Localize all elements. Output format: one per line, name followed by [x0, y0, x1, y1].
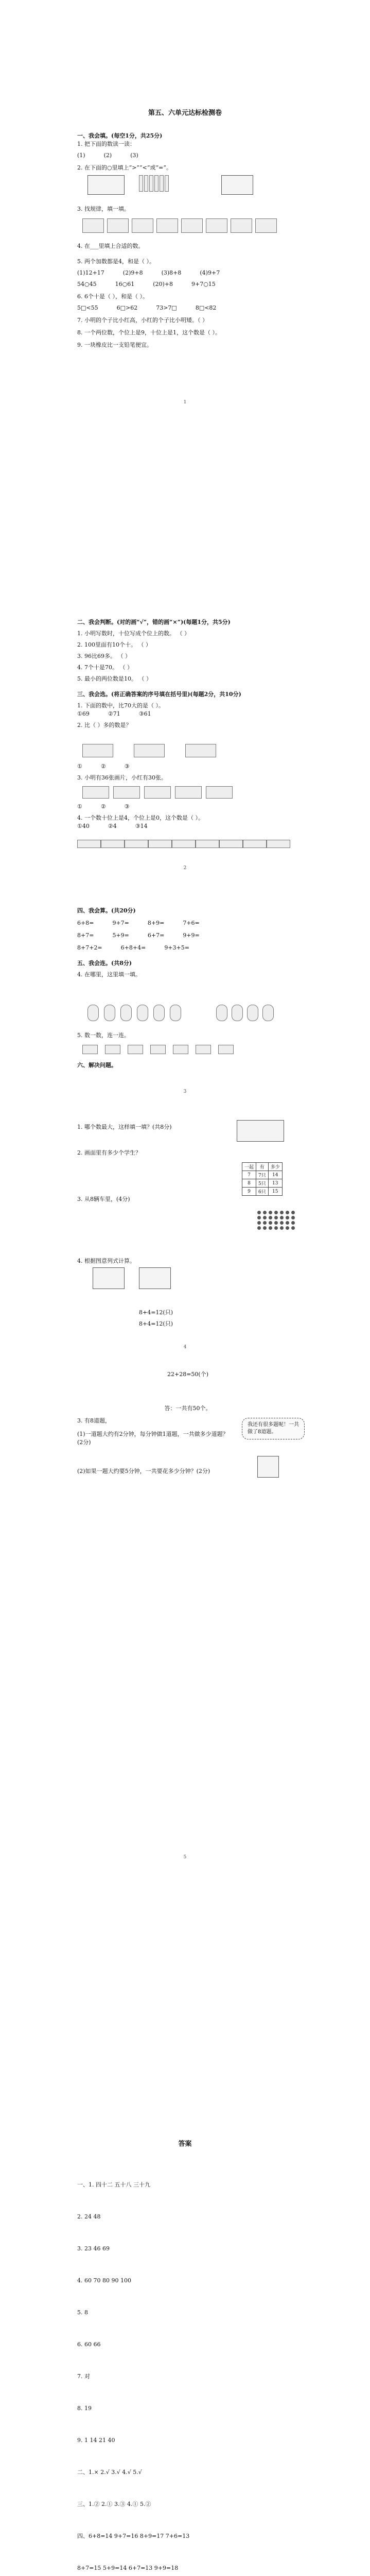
option: ③14: [135, 823, 148, 829]
answer-line: 9. 1 14 21 40: [77, 2437, 115, 2444]
problem-4: 4. 根据图意列式计算。: [77, 1258, 135, 1264]
calc: 7+6=: [183, 920, 200, 926]
calc: 8+9=: [147, 920, 165, 926]
judge-5: 5. 最小的两位数是10。 （ ）: [77, 675, 152, 682]
calc: 9+3+5=: [164, 944, 189, 951]
choice-1: 1. 下面的数中，比70大的是（ ）。: [77, 702, 164, 709]
option: ③61: [138, 710, 151, 717]
page-number: 3: [183, 1089, 187, 1094]
children-illustration: [216, 1005, 274, 1021]
judge-1: 1. 小明写数时，十位写成个位上的数。 （ ）: [77, 630, 190, 637]
table-cell: 13: [268, 1179, 282, 1188]
question-1: 1. 把下面的数读一读：: [77, 141, 135, 147]
expr: (2)9+8: [122, 269, 143, 276]
option: ②: [100, 803, 106, 810]
answers-title: 答案: [178, 2140, 192, 2148]
calc: 8+7=: [77, 932, 94, 939]
expr: 73>7□: [156, 304, 177, 311]
calc: 9+9=: [183, 932, 200, 939]
page-number: 1: [183, 400, 187, 405]
problem-b1: 3. 有8道题，: [77, 1417, 111, 1424]
problem-2: 2. 画面里有多少个学生？: [77, 1149, 141, 1156]
question-3: 3. 找规律，填一填。: [77, 206, 130, 212]
option: ①40: [77, 823, 90, 829]
page-number: 4: [183, 1345, 187, 1350]
question-2: 2. 在下面的○里填上“>”“<”或“=”。: [77, 164, 172, 171]
abacus-illustration: [139, 175, 169, 192]
calc: 9+7=: [112, 920, 129, 926]
dot-array-illustration: [257, 1211, 295, 1230]
expr: (1)12+17: [77, 269, 104, 276]
stick-bundle-illustration: [221, 175, 253, 195]
answer-line: 6. 60 66: [77, 2341, 101, 2348]
option: (3): [130, 152, 138, 159]
answer-line: 一、1. 四十二 五十八 三十九: [77, 2181, 150, 2188]
question-6: 6. 6个十是（ ），和是（ ）。: [77, 293, 148, 300]
choice-2: 2. 比（ ）多的数是？: [77, 722, 132, 728]
table-header: 多少: [268, 1163, 282, 1171]
calc: 5+9=: [112, 932, 129, 939]
question-9: 9. 一块橡皮比一支铅笔便宜。: [77, 342, 152, 348]
formula-2: 8+4=12(只): [139, 1320, 173, 1327]
problem-3: 3. 从8辆车里，(4分): [77, 1196, 130, 1202]
answer-line: 4. 60 70 80 90 100: [77, 2277, 131, 2284]
calc: 8+7+2=: [77, 944, 102, 951]
question-7: 7. 小明的个子比小红高，小红的个子比小明矮。（ ）: [77, 317, 208, 324]
option: ③: [124, 763, 130, 770]
answers-page: [0, 2138, 370, 2576]
table-cell: 14: [268, 1171, 282, 1179]
page-1: [0, 0, 370, 608]
expr: (3)8+8: [161, 269, 182, 276]
problem-b3: (2)如果一题大约要5分钟，一共要花多少分钟？(2分): [77, 1468, 210, 1475]
page-number: 2: [183, 866, 187, 871]
data-table: [242, 1162, 283, 1196]
section-4-heading: 四、我会算。(共20分): [77, 907, 136, 914]
number-strip: [77, 840, 290, 848]
square-row: [82, 1045, 234, 1054]
option: ①: [77, 763, 82, 770]
judge-4: 4. 7个十是70。 （ ）: [77, 664, 133, 671]
judge-3: 3. 96比69多。 （ ）: [77, 653, 131, 659]
table-cell: 9: [242, 1188, 256, 1196]
table-cell: 6只: [256, 1188, 269, 1196]
section-5-heading: 五、我会连。(共8分): [77, 960, 132, 967]
question-dots-2: 5. 数一数，连一连。: [77, 1032, 130, 1039]
question-8: 8. 一个两位数，个位上是9，十位上是1，这个数是（ ）。: [77, 329, 221, 336]
calc: 6+8+4=: [120, 944, 146, 951]
table-header: 一起: [242, 1163, 256, 1171]
table-header: 有: [256, 1163, 269, 1171]
expr: (4)9+7: [200, 269, 220, 276]
expr: 16○61: [115, 281, 135, 287]
answer-line: 3. 23 46 69: [77, 2245, 110, 2252]
people-illustration: [87, 1005, 181, 1021]
table-cell: 8: [242, 1179, 256, 1188]
question-dots: 4. 在哪里，这里填一填。: [77, 971, 141, 978]
block-row: [82, 786, 233, 799]
answers-list: [77, 2159, 298, 2576]
answer-line: 8+7=15 5+9=14 6+7=13 9+9=18: [77, 2565, 179, 2571]
basket-illustration-1: [93, 1267, 125, 1289]
option: (2): [103, 152, 112, 159]
answer-line: 二、1.× 2.√ 3.√ 4.√ 5.√: [77, 2469, 142, 2476]
counting-illustration: [87, 175, 125, 195]
calc: 6+7=: [147, 932, 165, 939]
expr: (20)+8: [153, 281, 173, 287]
choice-3: 3. 小明有36张画片，小红有30张。: [77, 774, 167, 781]
option: ③: [124, 803, 130, 810]
answer-formula: 22+28=50(个): [167, 1371, 208, 1378]
table-cell: 7: [242, 1171, 256, 1179]
block-sequence: [82, 218, 277, 233]
book-stack-illustration: [237, 1120, 284, 1142]
option: ②71: [108, 710, 120, 717]
section-1-heading: 一、我会填。(每空1分，共25分): [77, 132, 163, 139]
answer-line: 四、6+8=14 9+7=16 8+9=17 7+6=13: [77, 2533, 190, 2539]
answer-line: 三、1.② 2.① 3.③ 4.① 5.②: [77, 2501, 151, 2507]
answer-line: 7. 对: [77, 2373, 90, 2380]
question-4: 4. 在___里填上合适的数。: [77, 243, 144, 249]
expr: 9+7○15: [191, 281, 216, 287]
option: (1): [77, 152, 85, 159]
question-5: 5. 两个加数都是4，和是（ ）。: [77, 258, 155, 265]
table-cell: 15: [268, 1188, 282, 1196]
answer-line: 5. 8: [77, 2309, 88, 2316]
expr: 8□<82: [195, 304, 217, 311]
option: ①: [77, 803, 82, 810]
option: ②4: [108, 823, 117, 829]
section-6-heading: 六、解决问题。: [77, 1062, 117, 1069]
choice-4: 4. 一个数十位上是4，个位上是0，这个数是（ ）。: [77, 815, 204, 821]
answer-line: 8. 19: [77, 2405, 92, 2412]
expr: 54○45: [77, 281, 97, 287]
option: ①69: [77, 710, 90, 717]
formula-1: 8+4=12(只): [139, 1309, 173, 1316]
expr: 5□<55: [77, 304, 98, 311]
expr: 6□>62: [116, 304, 138, 311]
section-2-heading: 二、我会判断。(对的画“√”，错的画“×”)(每题1分，共5分): [77, 619, 231, 625]
speech-bubble: 我还有很多题呢！一共做了8道题。: [242, 1418, 305, 1439]
section-3-heading: 三、我会选。(将正确答案的序号填在括号里)(每题2分，共10分): [77, 691, 241, 698]
page-number: 5: [183, 1855, 187, 1860]
basket-illustration-2: [139, 1267, 171, 1289]
page-5: [0, 1360, 370, 1978]
table-cell: 5只: [256, 1179, 269, 1188]
problem-b2: (1)一道题大约有2分钟，每分钟做1道题，一共做多少道题？(2分): [77, 1431, 228, 1446]
answer-line: 2. 24 48: [77, 2213, 101, 2220]
calc: 6+8=: [77, 920, 94, 926]
judge-2: 2. 100里面有10个十。 （ ）: [77, 641, 151, 648]
problem-1: 1. 哪个数最大，这样填一填？(共8分): [77, 1124, 172, 1130]
table-cell: 7只: [256, 1171, 269, 1179]
answer-statement: 答：一共有50个。: [164, 1405, 212, 1412]
option: ②: [100, 763, 106, 770]
child-illustration: [257, 1456, 279, 1478]
document-title: 第五、六单元达标检测卷: [148, 109, 222, 117]
cube-options: [82, 744, 216, 757]
